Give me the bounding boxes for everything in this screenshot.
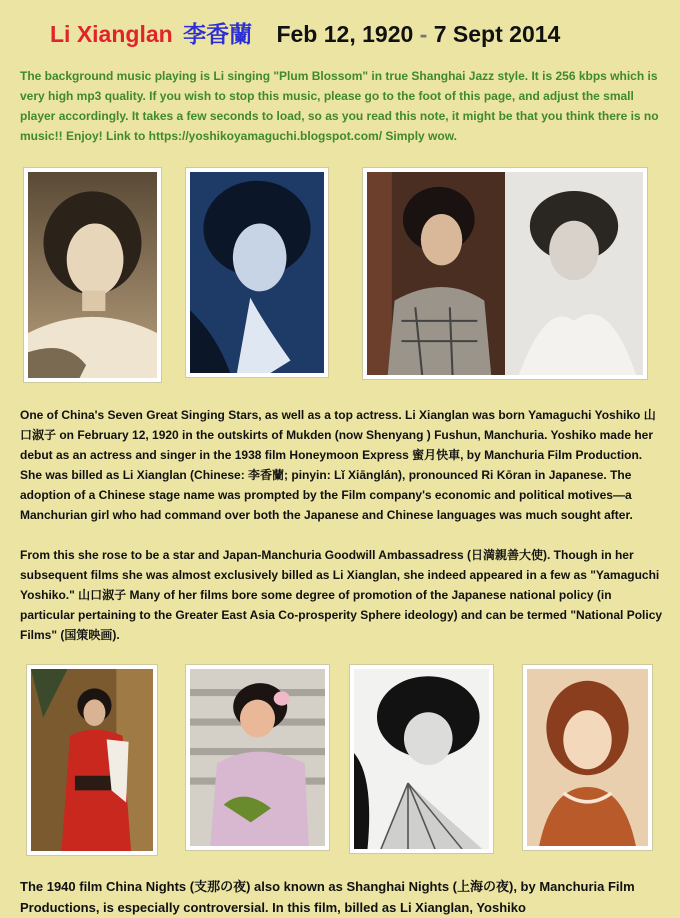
date-end: 7 Sept 2014 (433, 21, 561, 47)
photo-lilac-dress (185, 664, 330, 851)
photo-portrait-blue (185, 167, 329, 378)
date-start: Feb 12, 1920 (276, 21, 414, 47)
bio-paragraph-3: The 1940 film China Nights (支那の夜) also known as Shanghai Nights (上海の夜), by Manchuria Film Productions, is especially controversial. In this film, billed as Li Xianglan, Yoshiko (20, 879, 635, 915)
photo-portrait-sepia (23, 167, 162, 383)
photo-red-kimono (26, 664, 158, 856)
date-dash: - (419, 21, 428, 47)
page-title (50, 16, 560, 49)
title-dates (276, 21, 560, 47)
photo-orange-portrait (522, 664, 653, 851)
bio-paragraph-2: From this she rose to be a star and Japan-Manchuria Goodwill Ambassadress (日満親善大使). Though in her subsequent films she was almost exclusively billed as Li Xianglan, she indeed appeared in a few as "Yamaguchi Yoshiko." 山口淑子 Many of her films bore some degree of promotion of the Japanese national policy (in particular pertaining to the Greater East Asia Co-prosperity Sphere ideology) and can be termed "National Policy Films" (国策映画). (20, 548, 663, 642)
title-name-cjk: 李香蘭 (183, 21, 253, 47)
music-note: The background music playing is Li singing "Plum Blossom" in true Shanghai Jazz style. It is 256 kbps which is very high mp3 quality. If you wish to stop this music, please go to the foot of this page, and adjust the small player accordingly. It takes a few seconds to load, so as you read this note, it might be that you think there is no music!! Enjoy! Link to https://yoshikoyamaguchi.blogspot.com/ Simply wow. (20, 69, 659, 143)
photo-double-portrait (362, 167, 648, 380)
photo-fan-portrait (349, 664, 494, 854)
title-name: Li Xianglan (50, 21, 173, 47)
bio-paragraph-1: One of China's Seven Great Singing Stars, as well as a top actress. Li Xianglan was born Yamaguchi Yoshiko 山口淑子 on February 12, 1920 in the outskirts of Mukden (now Shenyang ) Fushun, Manchuria. Yoshiko made her debut as an actress and singer in the 1938 film Honeymoon Express 蜜月快車, by Manchuria Film Production. She was billed as Li Xianglan (Chinese: 李香蘭; pinyin: Lǐ Xiānglán), pronounced Ri Kōran in Japanese. The adoption of a Chinese stage name was prompted by the Film company's economic and political motives—a Manchurian girl who had command over both the Japanese and Chinese languages was much sought after. (20, 408, 656, 522)
